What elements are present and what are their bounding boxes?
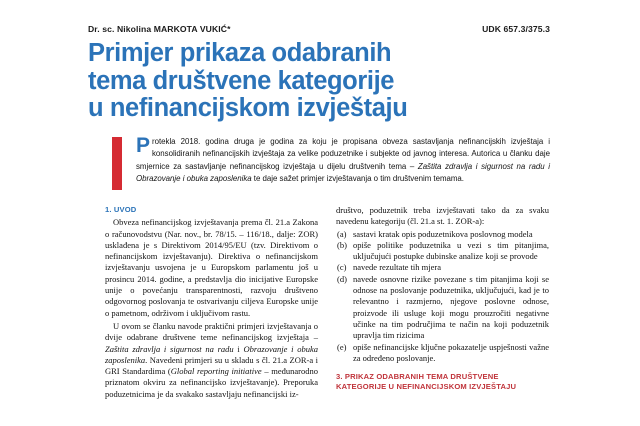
list-text: navede rezultate tih mjera — [353, 262, 442, 273]
right-column — [336, 205, 549, 400]
list-text: opiše politike poduzetnika u vezi s tim pitanjima, uključujući postupke dubinske analize koji se provode — [353, 239, 549, 262]
left-column — [105, 205, 318, 400]
list-item — [336, 229, 549, 240]
list-text: navede osnovne rizike povezane s tim pitanjima koji se odnose na poslovanje poduzetnika, uključujući, kad je to relevantno i razmjerno, njegove poslovne odnose, proizvode ili usluge koji mogu prouzročiti negativne učinke na tim područjima te način na koji poduzetnik upravlja tim rizicima — [353, 273, 549, 341]
list-marker: (d) — [337, 273, 347, 284]
abstract-block — [112, 136, 550, 186]
section-heading-uvod: 1. UVOD — [105, 205, 137, 214]
list-item — [336, 240, 549, 263]
body-columns — [105, 205, 550, 400]
abstract-dropcap: P — [136, 134, 150, 157]
list-marker: (b) — [337, 239, 347, 250]
para2-emphasis-1: Zaštita zdravlja i sigurnost na radu — [105, 343, 234, 354]
para2-part-a: U ovom se članku navode praktični primjeri izvještavanja o dvije odabrane društvene teme nefinancijskog izvještaja – — [105, 320, 318, 343]
section-heading-prikaz-line-2: KATEGORIJE U NEFINANCIJSKOM IZVJEŠTAJU — [336, 382, 517, 392]
title-line-2: tema društvene kategorije — [88, 66, 395, 95]
paragraph-intro-2 — [105, 321, 318, 400]
section-heading-prikaz-line-1: 3. PRIKAZ ODABRANIH TEMA DRUŠTVENE — [336, 372, 499, 382]
para2-part-b: i — [233, 343, 244, 354]
abstract-emphasis: Zaštita zdravlja i sigurnost na radu i Obrazovanje i obuka zaposlenika — [136, 161, 551, 184]
list-item — [336, 262, 549, 273]
list-marker: (a) — [337, 228, 347, 239]
list-item — [336, 342, 549, 365]
list-item — [336, 274, 549, 342]
udk-code: UDK 657.3/375.3 — [482, 24, 550, 34]
paragraph-intro-1: Obveza nefinancijskog izvještavanja prema čl. 21.a Zakona o računovodstvu (Nar. nov., br. 78/15. – 116/18., dalje: ZOR) usklađena je s Direktivom 2014/95/EU (tzv. Direktivom o nefinancijskom izvještavanju). Direktiva o nefinancijskom izvještavanju usvojena je u Europskom parlamentu još u prosincu 2014. godine, a predstavlja dio inicijative Europske unije o povećanju transparentnosti, razvoju društveno odgovornog poslovanja te ostvarivanju ciljeva Europske unije o pametnom, održivom i uključivom rastu. — [105, 217, 318, 318]
byline-row — [88, 24, 550, 34]
list-text: sastavi kratak opis poduzetnikova poslovnog modela — [353, 228, 533, 239]
abstract-part-2: te daje sažet primjer izvještavanja o tim društvenim temama. — [251, 174, 464, 184]
para2-part-c: . Navedeni primjeri su u skladu s čl. 21.a ZOR-a i GRI Standardima ( — [105, 354, 318, 377]
title-line-1: Primjer prikaza odabranih — [88, 39, 392, 67]
para2-emphasis-3: Global reporting initiative — [170, 366, 262, 377]
abstract-text — [136, 136, 550, 186]
page-title — [88, 40, 550, 123]
abstract-accent-bar — [112, 137, 122, 190]
title-line-3: u nefinancijskom izvještaju — [88, 94, 408, 123]
para2-part-d: – međunarodno priznatom okviru za nefinancijsko izvještavanje). Preporuka poduzetnicima je da svakako sastavljaju nefinancijski iz- — [105, 366, 318, 399]
list-marker: (c) — [337, 262, 347, 273]
column-spacer — [336, 364, 549, 372]
paragraph-lead-in: društvo, poduzetnik treba izvještavati tako da za svaku navedenu kategoriju (čl. 21.a st. 1. ZOR-a): — [336, 205, 549, 227]
para2-emphasis-2: Obrazovanje i obuka zaposlenika — [105, 343, 318, 365]
author-name: Dr. sc. Nikolina MARKOTA VUKIĆ* — [88, 24, 231, 34]
list-marker: (e) — [337, 341, 347, 352]
article-header — [88, 24, 550, 140]
lettered-list — [336, 229, 549, 365]
section-heading-prikaz — [336, 372, 549, 393]
abstract-part-1: rotekla 2018. godina druga je godina za koju je propisana obveza sastavljanja nefinancijskih izvještaja i konsolidiranih nefinancijskih izvještaja za velike poduzetnike i subjekte od javnog interesa. Autorica u članku daje smjernice za sastavljanje nefinancijskog izvještaja u dijelu društvenih tema – — [136, 137, 550, 171]
list-text: opiše nefinancijske ključne pokazatelje uspješnosti važne za određeno poslovanje. — [353, 341, 549, 363]
